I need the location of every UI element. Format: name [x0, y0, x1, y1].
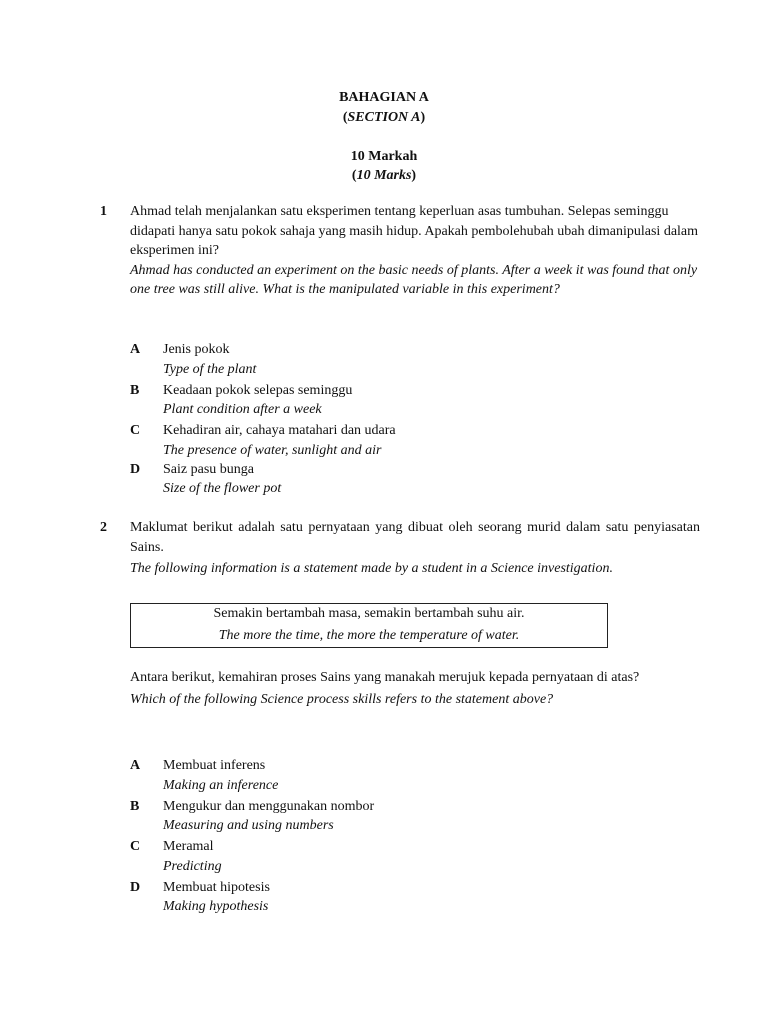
prompt-text-en: Which of the following Science process skills refers to the statement above?	[130, 691, 554, 707]
marks-subtitle-text: 10 Marks	[356, 168, 412, 183]
question-text-ms: Ahmad telah menjalankan satu eksperimen tentang keperluan asas tumbuhan. Selepas seminggu didapati hanya satu pokok sahaja yang masih hidup. Apakah pembolehubah ubah dimanipulasi dalam eksperimen ini?	[130, 204, 699, 258]
option-d[interactable]	[130, 878, 700, 919]
question-2-options	[130, 756, 700, 918]
marks-subtitle: (10 Marks)	[351, 168, 417, 183]
option-text-ms: Jenis pokok	[163, 342, 230, 357]
option-letter: C	[130, 839, 141, 854]
option-letter: A	[130, 758, 141, 773]
option-text-ms: Meramal	[163, 839, 214, 854]
option-b[interactable]	[130, 797, 700, 838]
question-1-options	[130, 340, 700, 500]
option-c[interactable]	[130, 421, 700, 460]
option-text-ms: Mengukur dan menggunakan nombor	[163, 798, 375, 814]
option-a[interactable]	[130, 756, 700, 797]
section-header	[0, 88, 768, 186]
question-text	[130, 202, 700, 300]
section-subtitle: (SECTION A)	[342, 109, 426, 125]
option-d[interactable]	[130, 460, 700, 501]
option-text-en: Predicting	[163, 858, 222, 874]
question-text	[130, 518, 700, 579]
option-a[interactable]	[130, 340, 700, 381]
option-letter: C	[130, 423, 141, 438]
question-2-prompt	[130, 668, 700, 709]
option-letter: B	[130, 382, 140, 398]
option-text-en: Measuring and using numbers	[163, 818, 334, 833]
option-letter: D	[130, 461, 141, 477]
option-text-ms: Saiz pasu bunga	[163, 461, 254, 477]
option-letter: D	[130, 879, 141, 895]
question-text-en: The following information is a statement made by a student in a Science investigation.	[130, 561, 613, 576]
option-text-ms: Kehadiran air, cahaya matahari dan udara	[163, 423, 396, 438]
statement-box	[130, 603, 608, 648]
section-subtitle-text: SECTION A	[347, 109, 421, 125]
option-b[interactable]	[130, 381, 700, 422]
option-text-ms: Keadaan pokok selepas seminggu	[163, 382, 353, 398]
option-text-en: The presence of water, sunlight and air	[163, 442, 382, 458]
option-text-en: Type of the plant	[163, 361, 257, 377]
option-text-ms: Membuat hipotesis	[163, 879, 270, 895]
question-text-ms: Maklumat berikut adalah satu pernyataan yang dibuat oleh seorang murid dalam satu penyiasatan Sains.	[130, 520, 700, 555]
question-text-en: Ahmad has conducted an experiment on the basic needs of plants. After a week it was found that only one tree was still alive. What is the manipulated variable in this experiment?	[130, 262, 698, 297]
option-text-en: Making an inference	[163, 777, 279, 793]
option-text-en: Making hypothesis	[163, 899, 269, 914]
statement-text-ms: Semakin bertambah masa, semakin bertambah suhu air.	[213, 606, 525, 621]
option-c[interactable]	[130, 837, 700, 878]
marks-title: 10 Markah	[350, 148, 418, 164]
question-number: 2	[100, 520, 107, 535]
question-number: 1	[100, 204, 107, 219]
option-text-en: Plant condition after a week	[163, 402, 322, 417]
prompt-text-ms: Antara berikut, kemahiran proses Sains yang manakah merujuk kepada pernyataan di atas?	[130, 670, 640, 685]
section-title: BAHAGIAN A	[339, 90, 429, 105]
option-letter: B	[130, 798, 140, 814]
statement-text-en: The more the time, the more the temperature of water.	[218, 627, 520, 643]
option-text-ms: Membuat inferens	[163, 758, 266, 773]
option-text-en: Size of the flower pot	[163, 481, 282, 496]
option-letter: A	[130, 342, 141, 357]
